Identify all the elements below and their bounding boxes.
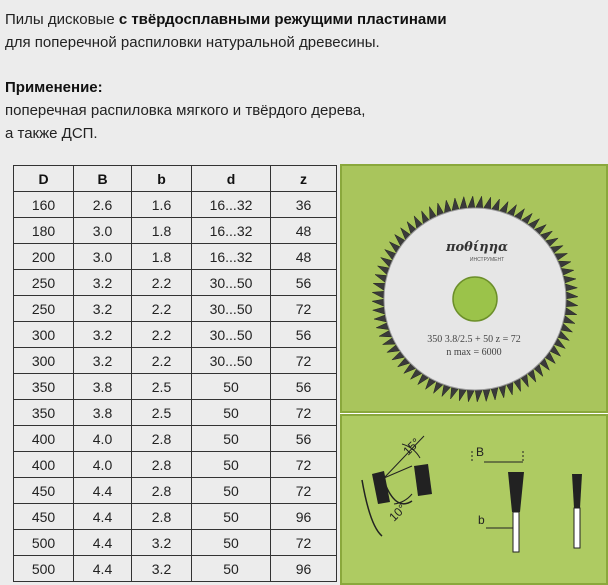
cell-z: 48 xyxy=(271,244,337,270)
intro-line-1-plain: Пилы дисковые xyxy=(5,11,119,28)
cell-d: 30...50 xyxy=(192,348,271,374)
intro-text xyxy=(5,8,447,145)
cell-B: 3.2 xyxy=(74,348,132,374)
cell-D: 250 xyxy=(14,270,74,296)
cell-B: 4.0 xyxy=(74,452,132,478)
intro-line-1 xyxy=(5,8,447,31)
cell-b: 1.6 xyxy=(132,192,192,218)
blade-spec-line-2: n max = 6000 xyxy=(446,347,502,358)
cell-B: 4.4 xyxy=(74,556,132,582)
blade-hub xyxy=(453,277,497,321)
cell-D: 350 xyxy=(14,400,74,426)
cell-d: 50 xyxy=(192,504,271,530)
brand-logo: ποθίηηα xyxy=(445,240,509,255)
cell-D: 200 xyxy=(14,244,74,270)
cell-b: 1.8 xyxy=(132,218,192,244)
cell-d: 50 xyxy=(192,530,271,556)
tooth-side-view xyxy=(572,474,582,508)
table-row xyxy=(14,374,337,400)
cell-z: 56 xyxy=(271,374,337,400)
tooth-right xyxy=(414,464,432,496)
application-line-2: а также ДСП. xyxy=(5,125,98,142)
cell-b: 2.2 xyxy=(132,296,192,322)
blade-body-section xyxy=(513,512,519,552)
table-row xyxy=(14,192,337,218)
cell-D: 160 xyxy=(14,192,74,218)
cell-d: 50 xyxy=(192,556,271,582)
cell-D: 450 xyxy=(14,504,74,530)
application-line-1: поперечная распиловка мягкого и твёрдого дерева, xyxy=(5,102,366,119)
tooth-diagram-panel xyxy=(340,414,608,585)
cell-B: 3.8 xyxy=(74,400,132,426)
cell-B: 2.6 xyxy=(74,192,132,218)
cell-z: 72 xyxy=(271,530,337,556)
header-b: b xyxy=(132,166,192,192)
application-heading: Применение: xyxy=(5,79,103,96)
label-b: b xyxy=(478,513,485,527)
cell-z: 96 xyxy=(271,504,337,530)
cell-B: 3.2 xyxy=(74,296,132,322)
cell-d: 16...32 xyxy=(192,244,271,270)
cell-b: 2.2 xyxy=(132,348,192,374)
blade-photo-panel xyxy=(340,164,608,413)
header-z: z xyxy=(271,166,337,192)
cell-d: 30...50 xyxy=(192,322,271,348)
table-row xyxy=(14,296,337,322)
cell-D: 180 xyxy=(14,218,74,244)
table-row xyxy=(14,530,337,556)
cell-d: 50 xyxy=(192,452,271,478)
label-B: B xyxy=(476,445,485,459)
table-header-row xyxy=(14,166,337,192)
blade-body-side xyxy=(574,508,580,548)
cell-B: 3.2 xyxy=(74,322,132,348)
saw-blade-image xyxy=(342,166,606,411)
table-row xyxy=(14,426,337,452)
cell-d: 50 xyxy=(192,374,271,400)
cell-B: 3.0 xyxy=(74,218,132,244)
blade-spec-line-1: 350 3.8/2.5 + 50 z = 72 xyxy=(427,334,521,345)
cell-z: 48 xyxy=(271,218,337,244)
table-row xyxy=(14,244,337,270)
cell-B: 3.0 xyxy=(74,244,132,270)
cell-z: 36 xyxy=(271,192,337,218)
cell-d: 16...32 xyxy=(192,192,271,218)
cell-z: 56 xyxy=(271,426,337,452)
cell-B: 4.4 xyxy=(74,478,132,504)
table-row xyxy=(14,400,337,426)
cell-z: 96 xyxy=(271,556,337,582)
cell-D: 350 xyxy=(14,374,74,400)
header-d: d xyxy=(192,166,271,192)
cell-b: 3.2 xyxy=(132,530,192,556)
angle-10-label: 10° xyxy=(386,501,409,525)
table-row xyxy=(14,348,337,374)
cell-D: 250 xyxy=(14,296,74,322)
cell-B: 3.2 xyxy=(74,270,132,296)
cell-B: 3.8 xyxy=(74,374,132,400)
cell-D: 500 xyxy=(14,556,74,582)
cell-z: 72 xyxy=(271,452,337,478)
table-row xyxy=(14,452,337,478)
cell-B: 4.4 xyxy=(74,504,132,530)
cell-z: 56 xyxy=(271,270,337,296)
clearance-line xyxy=(384,466,412,478)
intro-line-1-bold: с твёрдосплавными режущими пластинами xyxy=(118,11,447,28)
cell-b: 3.2 xyxy=(132,556,192,582)
header-B: B xyxy=(74,166,132,192)
cell-d: 16...32 xyxy=(192,218,271,244)
intro-line-2: для поперечной распиловки натуральной древесины. xyxy=(5,34,380,51)
cell-D: 300 xyxy=(14,348,74,374)
cell-z: 72 xyxy=(271,478,337,504)
cell-z: 72 xyxy=(271,400,337,426)
tooth-geometry-diagram xyxy=(342,416,606,583)
cell-D: 450 xyxy=(14,478,74,504)
cell-b: 2.8 xyxy=(132,452,192,478)
saw-blade-figure xyxy=(340,164,608,585)
cell-b: 2.5 xyxy=(132,374,192,400)
cell-z: 72 xyxy=(271,296,337,322)
cell-d: 30...50 xyxy=(192,296,271,322)
cell-d: 50 xyxy=(192,426,271,452)
cell-d: 50 xyxy=(192,400,271,426)
cell-B: 4.0 xyxy=(74,426,132,452)
cell-d: 30...50 xyxy=(192,270,271,296)
cell-z: 72 xyxy=(271,348,337,374)
tooth-cross-section xyxy=(508,472,524,512)
table-row xyxy=(14,504,337,530)
gullet-curve-2 xyxy=(386,486,412,504)
cell-B: 4.4 xyxy=(74,530,132,556)
cell-d: 50 xyxy=(192,478,271,504)
cell-b: 2.2 xyxy=(132,270,192,296)
cell-b: 2.8 xyxy=(132,478,192,504)
cell-b: 2.8 xyxy=(132,504,192,530)
cell-D: 500 xyxy=(14,530,74,556)
table-row xyxy=(14,218,337,244)
table-row xyxy=(14,556,337,582)
cell-D: 400 xyxy=(14,426,74,452)
table-row xyxy=(14,270,337,296)
cell-b: 2.2 xyxy=(132,322,192,348)
cell-D: 400 xyxy=(14,452,74,478)
saw-specs-table xyxy=(13,165,337,582)
angle-15-label: 15° xyxy=(400,435,423,459)
table-row xyxy=(14,322,337,348)
table-row xyxy=(14,478,337,504)
cell-D: 300 xyxy=(14,322,74,348)
cell-b: 2.5 xyxy=(132,400,192,426)
brand-subtitle: ИНСТРУМЕНТ xyxy=(469,257,505,263)
cell-b: 1.8 xyxy=(132,244,192,270)
cell-z: 56 xyxy=(271,322,337,348)
cell-b: 2.8 xyxy=(132,426,192,452)
header-D: D xyxy=(14,166,74,192)
